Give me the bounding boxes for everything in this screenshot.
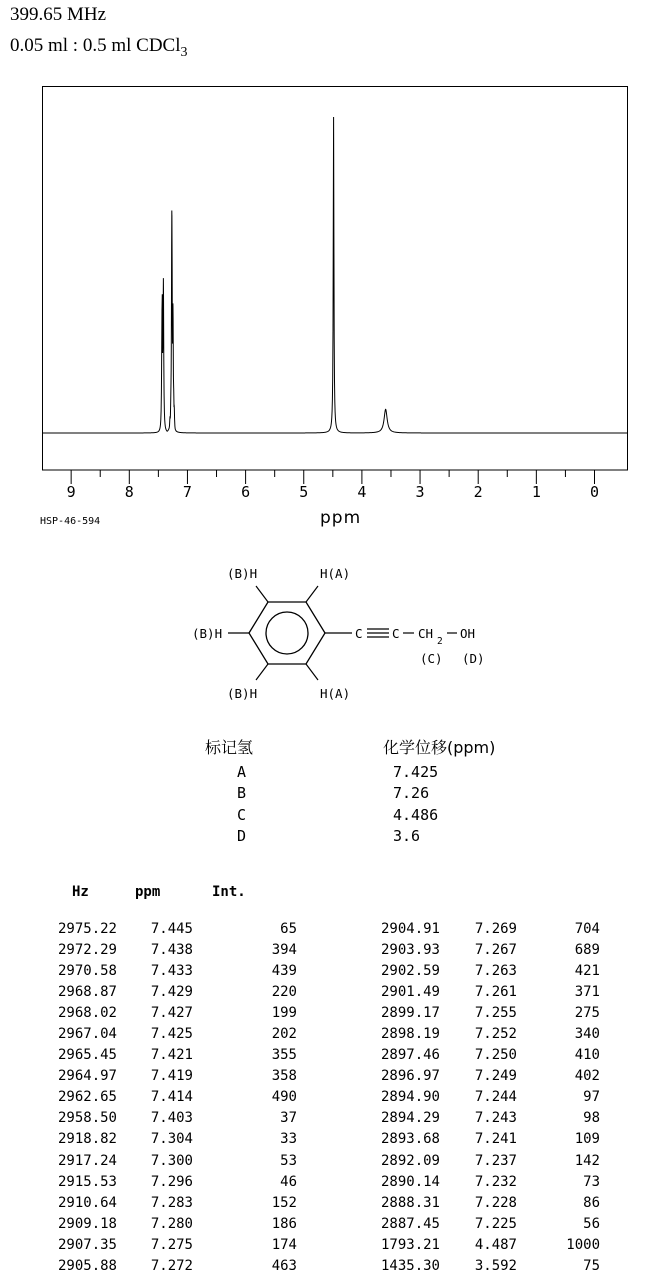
peak-table-row	[27, 1172, 297, 1193]
peak-table-row	[350, 1045, 600, 1066]
peak-int: 371	[574, 984, 600, 1001]
peak-int: 86	[583, 1194, 600, 1211]
peak-int: 199	[271, 1005, 297, 1022]
peak-table-row	[27, 961, 297, 982]
peak-int: 97	[583, 1089, 600, 1106]
peak-table-row	[350, 1151, 600, 1172]
x-axis-ticks	[67, 470, 599, 500]
peak-ppm: 7.429	[150, 984, 193, 1001]
peak-ppm: 7.283	[150, 1194, 193, 1211]
label-b-left: (B)H	[192, 626, 223, 641]
peak-table-row	[350, 1087, 600, 1108]
peak-hz: 2909.18	[57, 1215, 117, 1232]
peak-hz: 2918.82	[57, 1131, 117, 1148]
peak-table-header-ppm: ppm	[135, 884, 161, 900]
peak-hz: 2904.91	[380, 921, 440, 937]
peak-int: 65	[280, 921, 297, 937]
peak-table-row	[27, 1129, 297, 1150]
position-label-d: (D)	[462, 651, 485, 666]
peak-int: 46	[280, 1173, 297, 1190]
peak-ppm: 7.241	[474, 1131, 517, 1148]
peak-hz: 2965.45	[57, 1047, 117, 1064]
assignment-row	[0, 762, 652, 783]
peak-table-row	[27, 1045, 297, 1066]
peak-ppm: 7.296	[150, 1173, 193, 1190]
peak-int: 186	[271, 1215, 297, 1232]
peak-table-row	[350, 1256, 600, 1277]
assignment-shift: 3.6	[393, 826, 421, 845]
peak-hz: 2892.09	[380, 1152, 440, 1169]
methylene-ch: CH	[418, 626, 434, 641]
peak-table-row	[350, 1235, 600, 1256]
peak-table-row	[27, 1193, 297, 1214]
peak-ppm: 7.243	[474, 1110, 517, 1127]
peak-ppm: 7.414	[150, 1089, 193, 1106]
peak-table-row	[350, 919, 600, 940]
peak-int: 689	[574, 942, 600, 959]
peak-int: 142	[574, 1152, 600, 1169]
assignment-label: D	[237, 826, 247, 845]
peak-ppm: 7.427	[150, 1005, 193, 1022]
bond-topleft	[256, 586, 268, 602]
axis-tick-label: 1	[531, 483, 541, 500]
peak-hz: 2901.49	[380, 984, 440, 1001]
peak-int: 358	[271, 1068, 297, 1085]
peak-hz: 2887.45	[380, 1215, 440, 1232]
peak-table-row	[27, 1108, 297, 1129]
peak-table-row	[350, 1172, 600, 1193]
peak-hz: 2968.02	[57, 1005, 117, 1022]
peak-int: 33	[280, 1131, 297, 1148]
peak-int: 355	[271, 1047, 297, 1064]
peak-int: 439	[271, 963, 297, 980]
peak-ppm: 7.403	[150, 1110, 193, 1127]
hydroxyl-oh: OH	[460, 626, 476, 641]
assignment-table	[0, 762, 652, 847]
axis-tick-label: 9	[66, 483, 76, 500]
peak-hz: 2967.04	[57, 1026, 117, 1043]
peak-int: 463	[271, 1257, 297, 1274]
peak-hz: 2894.90	[380, 1089, 440, 1106]
peak-int: 490	[271, 1089, 297, 1106]
sample-solvent-text: 0.05 ml : 0.5 ml CDCl	[10, 35, 181, 56]
peak-hz: 2915.53	[57, 1173, 117, 1190]
peak-ppm: 7.433	[150, 963, 193, 980]
spectrum-trace	[42, 117, 628, 433]
peak-int: 394	[271, 942, 297, 959]
peak-hz: 2902.59	[380, 963, 440, 980]
peak-int: 202	[271, 1026, 297, 1043]
record-id: HSP-46-594	[40, 516, 101, 527]
assignment-row	[0, 805, 652, 826]
peak-ppm: 7.249	[474, 1068, 517, 1085]
peak-ppm: 7.237	[474, 1152, 517, 1169]
peak-table-row	[350, 1129, 600, 1150]
peak-ppm: 7.232	[474, 1173, 517, 1190]
bond-bottomright	[306, 664, 318, 680]
axis-tick-label: 8	[124, 483, 134, 500]
peak-ppm: 7.280	[150, 1215, 193, 1232]
peak-ppm: 7.269	[474, 921, 517, 937]
peak-table-row	[27, 1066, 297, 1087]
peak-ppm: 7.267	[474, 942, 517, 959]
peak-int: 37	[280, 1110, 297, 1127]
alkyne-c1: C	[355, 626, 363, 641]
peak-table-row	[27, 1003, 297, 1024]
peak-table-row	[350, 982, 600, 1003]
peak-ppm: 7.438	[150, 942, 193, 959]
assignment-row	[0, 826, 652, 847]
peak-hz: 2893.68	[380, 1131, 440, 1148]
assignment-row	[0, 783, 652, 804]
peak-table-row	[27, 1214, 297, 1235]
peak-table-row	[27, 1151, 297, 1172]
peak-hz: 2896.97	[380, 1068, 440, 1085]
peak-int: 704	[574, 921, 600, 937]
label-b-bottomleft: (B)H	[227, 686, 258, 701]
peak-int: 402	[574, 1068, 600, 1085]
peak-table-row	[350, 1066, 600, 1087]
label-b-topleft: (B)H	[227, 566, 258, 581]
peak-table-row	[350, 1108, 600, 1129]
peak-hz: 2888.31	[380, 1194, 440, 1211]
sample-solvent	[10, 35, 188, 61]
peak-int: 152	[271, 1194, 297, 1211]
peak-table-row	[27, 940, 297, 961]
peak-table-row	[350, 1024, 600, 1045]
peak-table-row	[350, 1003, 600, 1024]
peak-hz: 2972.29	[57, 942, 117, 959]
axis-tick-label: 3	[415, 483, 425, 500]
peak-ppm: 7.250	[474, 1047, 517, 1064]
assignment-label: C	[237, 805, 247, 824]
axis-tick-label: 6	[241, 483, 251, 500]
peak-int: 98	[583, 1110, 600, 1127]
assignment-header-atom: 标记氢	[205, 738, 254, 757]
peak-hz: 2898.19	[380, 1026, 440, 1043]
label-a-topright: H(A)	[320, 566, 351, 581]
peak-hz: 2962.65	[57, 1089, 117, 1106]
peak-int: 174	[271, 1236, 297, 1253]
assignment-label: A	[237, 763, 247, 781]
peak-hz: 2907.35	[57, 1236, 117, 1253]
solvent-subscript: 3	[180, 44, 188, 60]
axis-tick-label: 2	[473, 483, 483, 500]
peak-hz: 2897.46	[380, 1047, 440, 1064]
peak-int: 56	[583, 1215, 600, 1232]
peak-table-row	[350, 940, 600, 961]
peak-int: 220	[271, 984, 297, 1001]
axis-tick-label: 4	[357, 483, 367, 500]
peak-ppm: 7.225	[474, 1215, 517, 1232]
peak-ppm: 7.304	[150, 1131, 193, 1148]
peak-ppm: 4.487	[474, 1236, 517, 1253]
x-axis-title: ppm	[320, 508, 362, 528]
molecule-structure	[180, 552, 500, 712]
peak-int: 340	[574, 1026, 600, 1043]
peak-table-row	[27, 1087, 297, 1108]
peak-ppm: 7.255	[474, 1005, 517, 1022]
label-a-bottomright: H(A)	[320, 686, 351, 701]
peak-ppm: 3.592	[474, 1257, 517, 1274]
bond-bottomleft	[256, 664, 268, 680]
peak-table-row	[350, 1214, 600, 1235]
peak-hz: 2894.29	[380, 1110, 440, 1127]
spectrometer-frequency: 399.65 MHz	[10, 4, 107, 25]
benzene-circle	[266, 612, 308, 654]
peak-hz: 2958.50	[57, 1110, 117, 1127]
assignment-label: B	[237, 784, 247, 803]
assignment-shift: 7.425	[393, 763, 439, 781]
peak-ppm: 7.421	[150, 1047, 193, 1064]
alkyne-c2: C	[392, 626, 400, 641]
assignment-header-shift: 化学位移(ppm)	[383, 738, 496, 757]
methylene-subscript: 2	[437, 636, 443, 647]
peak-table-row	[27, 1024, 297, 1045]
peak-table-row	[350, 961, 600, 982]
peak-ppm: 7.275	[150, 1236, 193, 1253]
peak-hz: 2905.88	[57, 1257, 117, 1274]
peak-hz: 2899.17	[380, 1005, 440, 1022]
peak-ppm: 7.263	[474, 963, 517, 980]
peak-ppm: 7.425	[150, 1026, 193, 1043]
benzene-hexagon	[249, 602, 325, 664]
peak-hz: 2970.58	[57, 963, 117, 980]
peak-hz: 2910.64	[57, 1194, 117, 1211]
nmr-trace-line	[42, 117, 628, 433]
peak-hz: 2975.22	[57, 921, 117, 937]
peak-table-row	[27, 1235, 297, 1256]
peak-int: 109	[574, 1131, 600, 1148]
bond-topright	[306, 586, 318, 602]
peak-table-row	[27, 982, 297, 1003]
peak-hz: 2890.14	[380, 1173, 440, 1190]
peak-int: 410	[574, 1047, 600, 1064]
peak-table-right-column	[350, 919, 600, 1277]
peak-hz: 2917.24	[57, 1152, 117, 1169]
peak-int: 421	[574, 963, 600, 980]
position-label-c: (C)	[420, 651, 443, 666]
peak-hz: 2903.93	[380, 942, 440, 959]
axis-tick-label: 7	[182, 483, 192, 500]
peak-ppm: 7.252	[474, 1026, 517, 1043]
peak-table-row	[350, 1193, 600, 1214]
peak-table-row	[27, 919, 297, 940]
peak-ppm: 7.261	[474, 984, 517, 1001]
peak-hz: 2964.97	[57, 1068, 117, 1085]
peak-hz: 1435.30	[380, 1257, 440, 1274]
peak-int: 53	[280, 1152, 297, 1169]
peak-int: 75	[583, 1257, 600, 1274]
peak-ppm: 7.228	[474, 1194, 517, 1211]
nmr-spectrum-plot	[42, 86, 628, 500]
peak-ppm: 7.300	[150, 1152, 193, 1169]
peak-hz: 2968.87	[57, 984, 117, 1001]
peak-table-row	[27, 1256, 297, 1277]
peak-ppm: 7.244	[474, 1089, 517, 1106]
assignment-shift: 4.486	[393, 805, 439, 824]
peak-table-left-column	[27, 919, 297, 1277]
axis-tick-label: 0	[589, 483, 600, 500]
peak-ppm: 7.419	[150, 1068, 193, 1085]
peak-ppm: 7.445	[150, 921, 193, 937]
peak-table-header-int: Int.	[212, 884, 246, 900]
peak-int: 1000	[566, 1236, 600, 1253]
axis-tick-label: 5	[299, 483, 309, 500]
peak-int: 73	[583, 1173, 600, 1190]
peak-ppm: 7.272	[150, 1257, 193, 1274]
peak-int: 275	[574, 1005, 600, 1022]
peak-hz: 1793.21	[380, 1236, 440, 1253]
peak-table-header-hz: Hz	[72, 884, 89, 900]
assignment-shift: 7.26	[393, 784, 430, 803]
